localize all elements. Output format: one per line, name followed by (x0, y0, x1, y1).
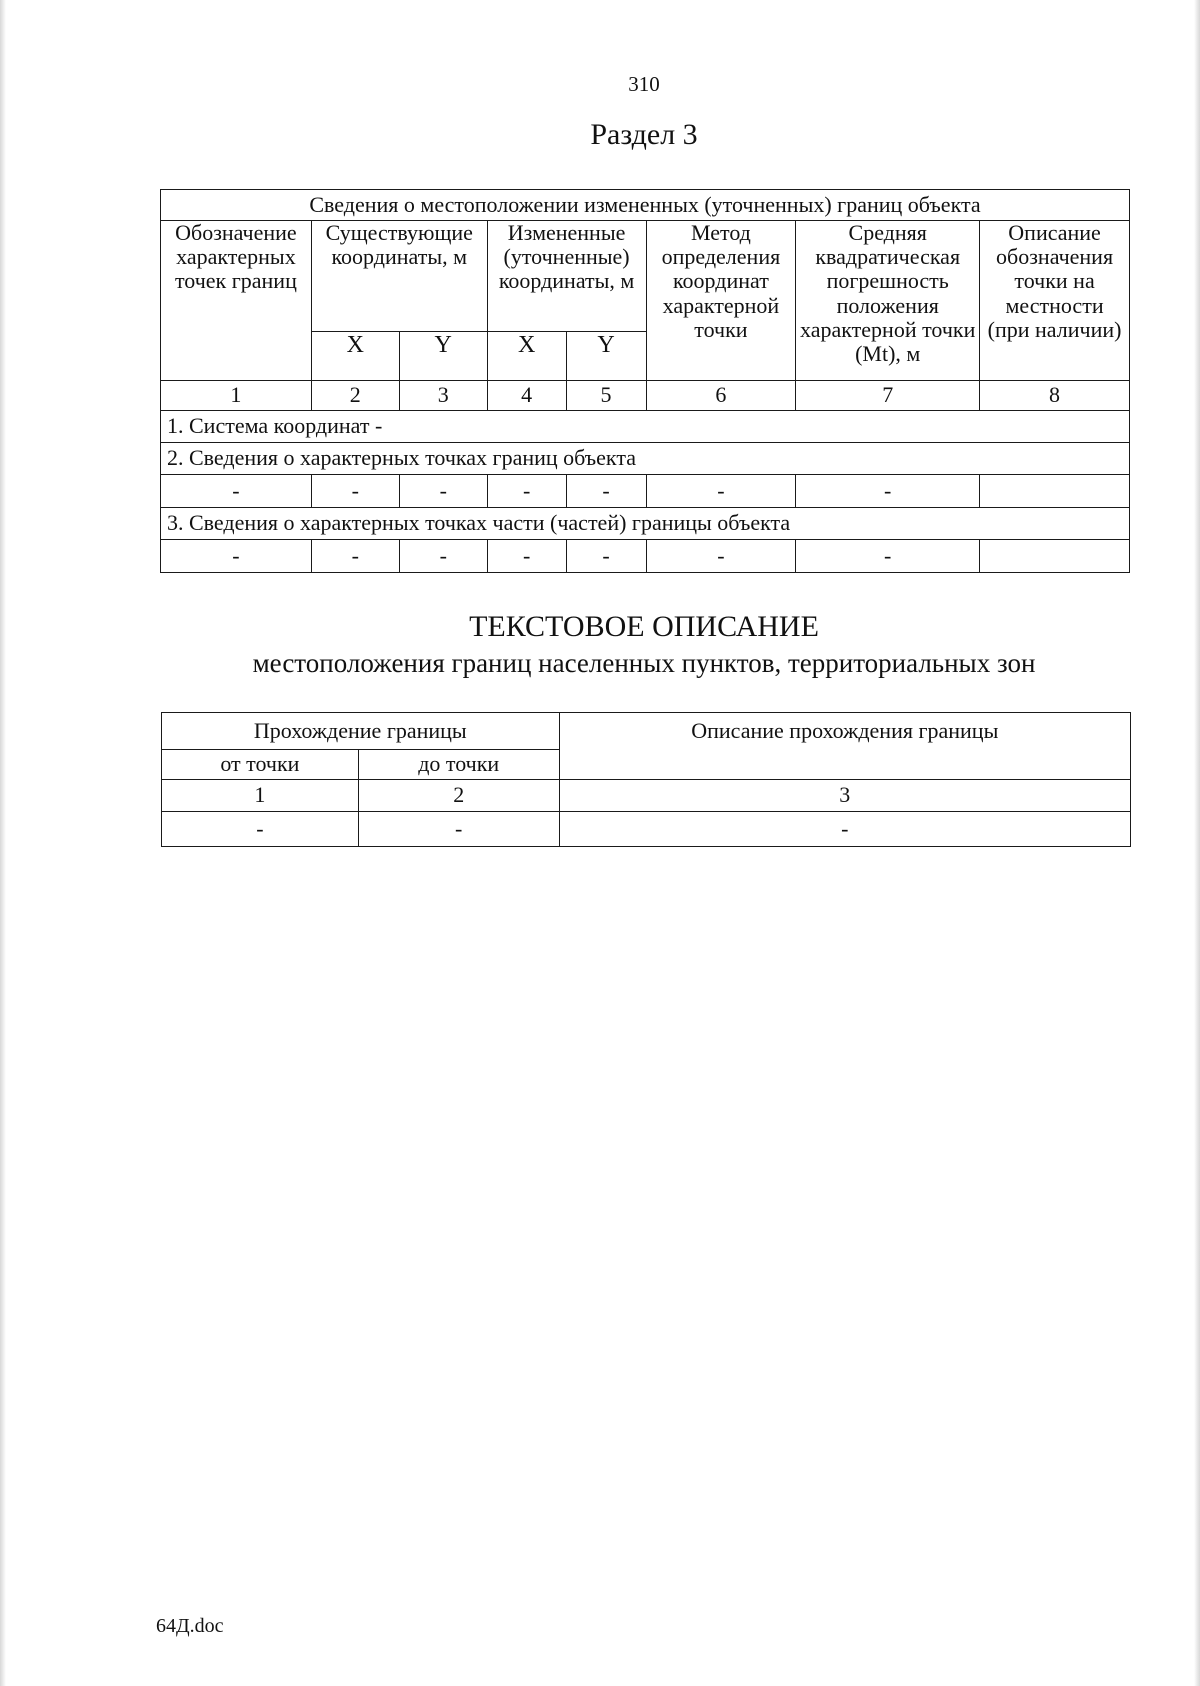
section-boundary-points: 2. Сведения о характерных точках границ объекта (161, 443, 1130, 475)
header-changed-x: X (487, 332, 566, 381)
header-method: Метод определения координат характерной точки (646, 221, 796, 381)
header-point-description: Описание обозначения точки на местности (при наличии) (980, 221, 1130, 381)
header-existing-coordinates: Существующие координаты, м (311, 221, 487, 332)
table-cell: - (646, 475, 796, 508)
header-mean-error: Средняя квадратическая погрешность положения характерной точки (Mt), м (796, 221, 980, 381)
column-number: 5 (566, 381, 646, 411)
header-changed-y: Y (566, 332, 646, 381)
header-point-designation: Обозначение характерных точек границ (161, 221, 312, 381)
table-cell: - (161, 540, 312, 573)
table-cell: - (162, 812, 359, 847)
header-existing-x: X (311, 332, 399, 381)
section-title: Раздел 3 (590, 118, 698, 151)
table-cell: - (559, 812, 1130, 847)
table1-title: Сведения о местоположении измененных (уточненных) границ объекта (161, 190, 1130, 221)
column-number: 7 (796, 381, 980, 411)
header-changed-coordinates: Измененные (уточненные) координаты, м (487, 221, 646, 332)
header-to-point: до точки (358, 750, 559, 780)
scan-edge-right (1194, 0, 1200, 1686)
column-number: 3 (559, 780, 1130, 812)
column-number: 3 (399, 381, 487, 411)
text-description-title: ТЕКСТОВОЕ ОПИСАНИЕ (469, 610, 819, 643)
column-number: 1 (162, 780, 359, 812)
header-passage-description: Описание прохождения границы (559, 713, 1130, 780)
scan-edge-left (0, 0, 6, 1686)
table-cell: - (566, 540, 646, 573)
table-cell (980, 475, 1130, 508)
column-number: 2 (311, 381, 399, 411)
table-cell: - (161, 475, 312, 508)
table-cell: - (487, 475, 566, 508)
column-number: 6 (646, 381, 796, 411)
table-cell: - (311, 540, 399, 573)
table-cell: - (358, 812, 559, 847)
header-from-point: от точки (162, 750, 359, 780)
table-cell: - (487, 540, 566, 573)
table-cell: - (399, 475, 487, 508)
section-part-boundary-points: 3. Сведения о характерных точках части (частей) границы объекта (161, 508, 1130, 540)
column-number: 8 (980, 381, 1130, 411)
table-cell: - (399, 540, 487, 573)
page-number: 310 (628, 72, 660, 96)
header-boundary-passage: Прохождение границы (162, 713, 560, 750)
table-cell (980, 540, 1130, 573)
column-number: 2 (358, 780, 559, 812)
boundary-passage-table (161, 712, 1131, 847)
column-number: 1 (161, 381, 312, 411)
table-cell: - (646, 540, 796, 573)
table-cell: - (796, 540, 980, 573)
table-cell: - (796, 475, 980, 508)
table-cell: - (566, 475, 646, 508)
text-description-subtitle: местоположения границ населенных пунктов, территориальных зон (252, 648, 1036, 678)
boundary-coordinates-table (160, 189, 1130, 573)
section-coordinate-system: 1. Система координат - (161, 411, 1130, 443)
header-existing-y: Y (399, 332, 487, 381)
column-number: 4 (487, 381, 566, 411)
table-cell: - (311, 475, 399, 508)
footer-filename: 64Д.doc (156, 1615, 224, 1637)
